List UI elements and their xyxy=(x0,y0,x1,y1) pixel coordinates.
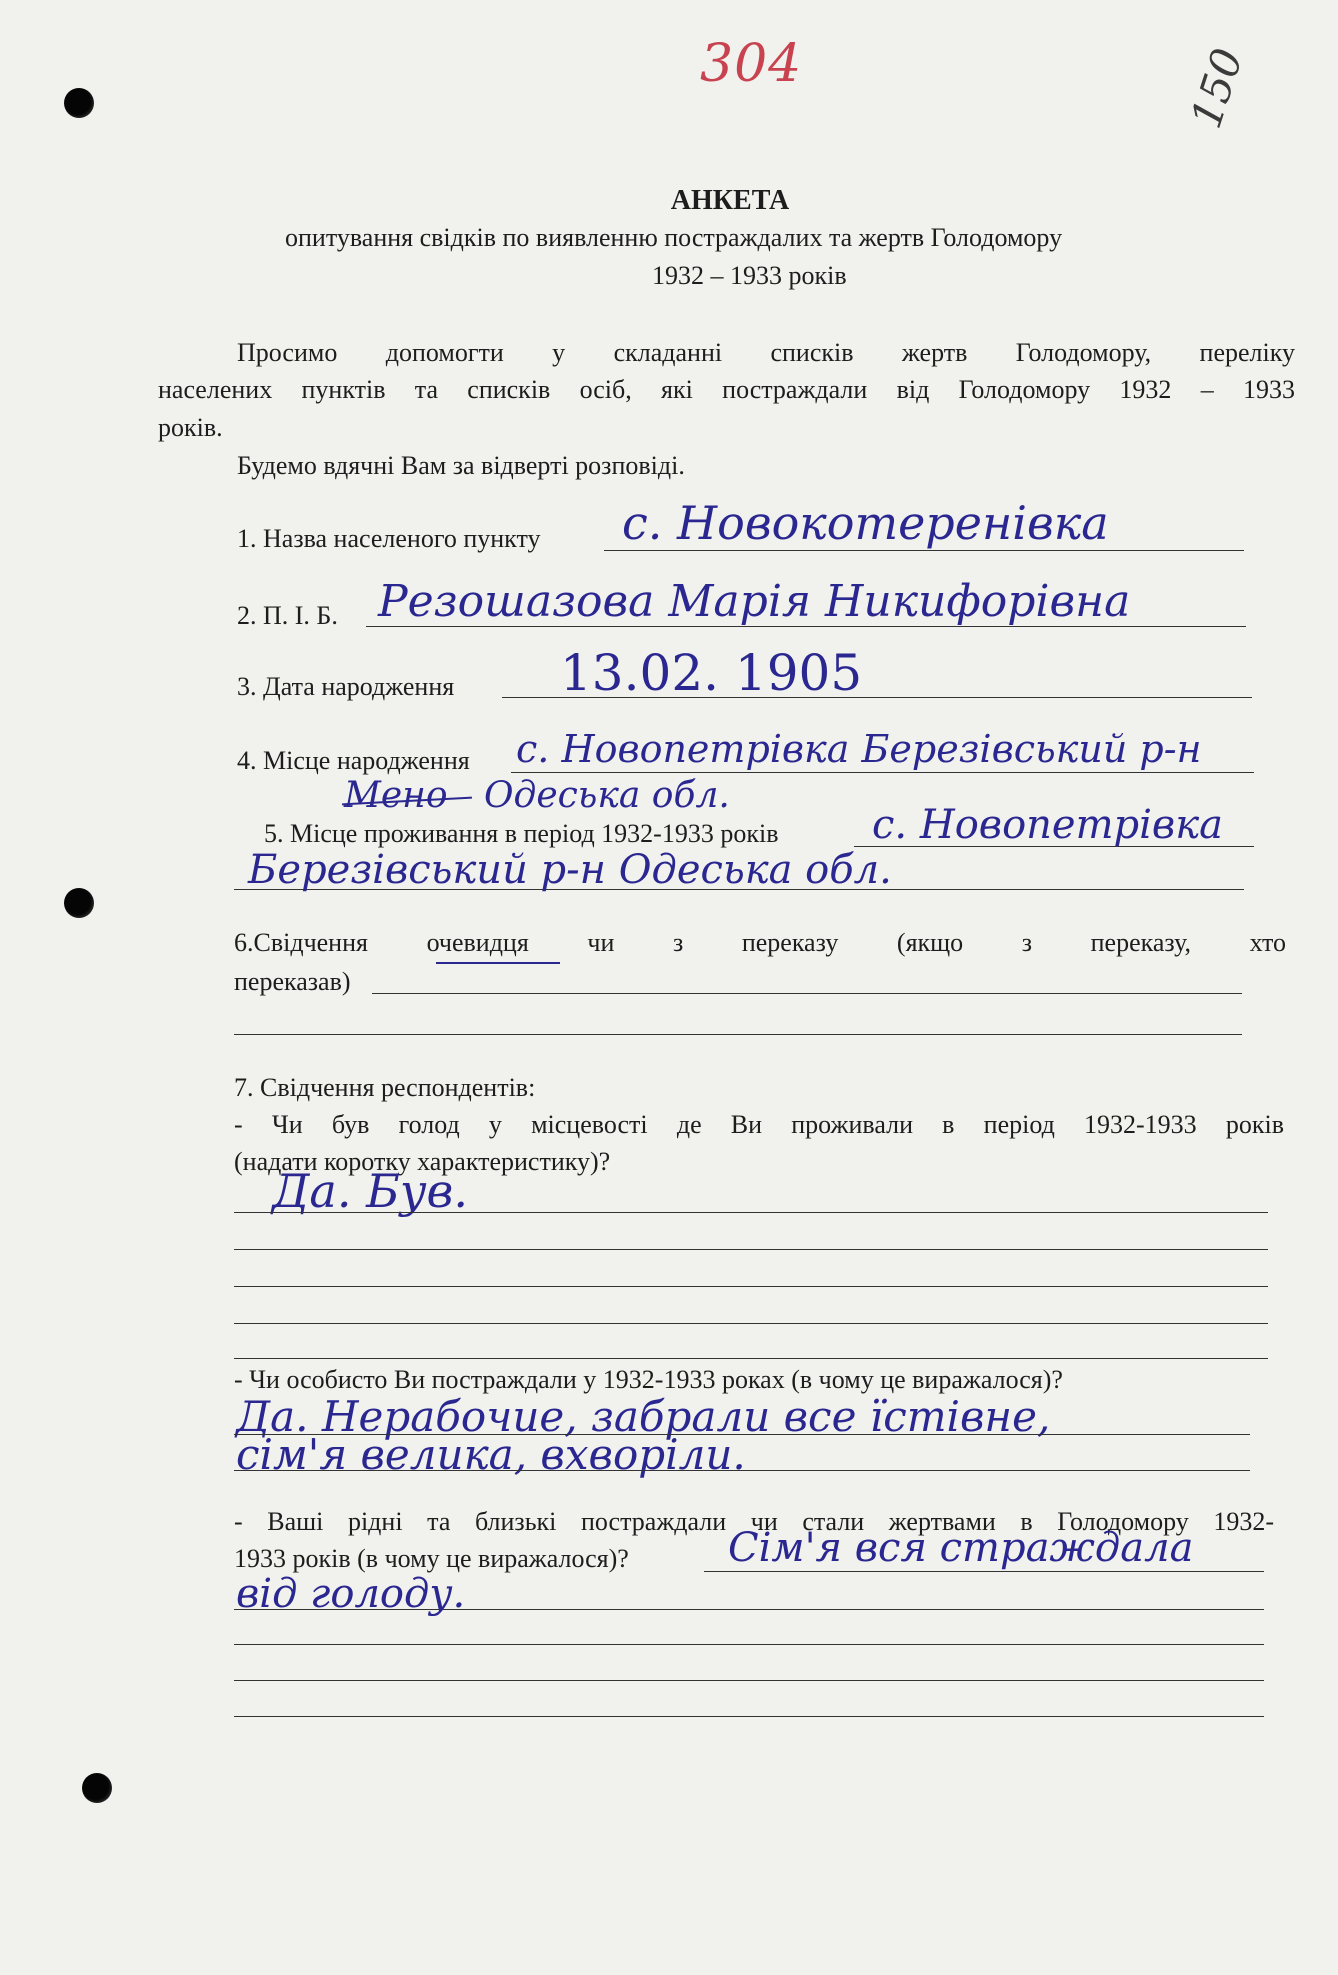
q4-answer-line-1 xyxy=(511,772,1254,773)
q2-answer: Резошазова Марія Никифорівна xyxy=(378,576,1131,627)
q7-sub1-line-1: - Чи був голод у місцевості де Ви проживали в період 1932-1933 років xyxy=(234,1110,1284,1139)
q6-word: (якщо xyxy=(896,928,964,957)
q7-sub1-line-b xyxy=(234,1249,1268,1250)
intro-thanks: Будемо вдячні Вам за відверті розповіді. xyxy=(237,451,685,480)
punch-hole-icon xyxy=(64,888,94,918)
q7-sub3-line-d xyxy=(234,1680,1264,1681)
intro-line-3: років. xyxy=(158,413,223,442)
q6-word: переказу xyxy=(741,928,839,957)
q6-word: 6.Свідчення xyxy=(234,928,368,957)
q1-label: 1. Назва населеного пункту xyxy=(237,524,541,553)
q4-answer-line-2-text: Одеська обл. xyxy=(484,775,730,816)
q1-answer: с. Новокотеренівка xyxy=(622,496,1109,550)
archive-sheet-number: 304 xyxy=(700,34,803,94)
q7-sub3-line-a xyxy=(704,1571,1264,1572)
form-years: 1932 – 1933 років xyxy=(652,261,847,290)
q7-sub1-line-d xyxy=(234,1323,1268,1324)
q1-answer-line xyxy=(604,550,1244,551)
punch-hole-icon xyxy=(64,88,94,118)
q7-sub2-answer-line-1: Да. Нерабочие, забрали все їстівне, xyxy=(236,1392,1051,1441)
q6-word: переказу, xyxy=(1090,928,1192,957)
q7-sub1-line-c xyxy=(234,1286,1268,1287)
q6-word: з xyxy=(1021,928,1033,957)
q7-sub1-line-a xyxy=(234,1212,1268,1213)
q6-word: з xyxy=(672,928,684,957)
q7-sub3-answer-line-1: Сім'я вся страждала xyxy=(728,1525,1194,1571)
q7-sub1-line-e xyxy=(234,1358,1268,1359)
q2-label: 2. П. І. Б. xyxy=(237,601,338,630)
q7-sub3-line-1: - Ваші рідні та близькі постраждали чи стали жертвами в Голодомору 1932- xyxy=(234,1507,1274,1536)
q4-answer-struck: Мено xyxy=(344,775,448,816)
q6-answer-line-2 xyxy=(234,1034,1242,1035)
archive-page-number: 150 xyxy=(1181,42,1253,134)
q5-answer-line-1-text: с. Новопетрівка xyxy=(872,802,1223,848)
q7-sub3-line-c xyxy=(234,1644,1264,1645)
q7-sub2-answer-line-2: сім'я велика, вхворіли. xyxy=(236,1430,746,1479)
q3-label: 3. Дата народження xyxy=(237,672,455,701)
q6-label-line-2: переказав) xyxy=(234,967,351,996)
intro-line-2: населених пунктів та списків осіб, які постраждали від Голодомору 1932 – 1933 xyxy=(158,375,1295,404)
q4-answer-line-1-text: с. Новопетрівка Березівський р-н xyxy=(516,727,1202,771)
q4-label: 4. Місце народження xyxy=(237,746,470,775)
q6-word-eyewitness: очевидця xyxy=(426,928,529,957)
punch-hole-icon xyxy=(82,1773,112,1803)
q7-sub2-line-1: - Чи особисто Ви постраждали у 1932-1933 роках (в чому це виражалося)? xyxy=(234,1365,1063,1394)
q6-word: хто xyxy=(1249,928,1286,957)
q7-sub3-line-e xyxy=(234,1716,1264,1717)
q7-sub1-answer: Да. Був. xyxy=(272,1164,468,1218)
q5-label: 5. Місце проживання в період 1932-1933 років xyxy=(264,819,779,848)
q7-sub3-answer-line-2: від голоду. xyxy=(236,1571,466,1617)
q5-answer-line-2-text: Березівський р-н Одеська обл. xyxy=(248,847,892,893)
form-title: АНКЕТА xyxy=(670,185,790,216)
q3-answer: 13.02. 1905 xyxy=(560,644,863,702)
form-subtitle: опитування свідків по виявленню постраждалих та жертв Голодомору xyxy=(285,223,1063,252)
intro-line-1: Просимо допомогти у складанні списків жертв Голодомору, переліку xyxy=(237,338,1295,367)
q7-sub1-line-2: (надати коротку характеристику)? xyxy=(234,1147,611,1176)
q6-label-line-1 xyxy=(234,930,1286,956)
q7-sub3-line-2: 1933 років (в чому це виражалося)? xyxy=(234,1544,629,1573)
q7-sub2-line-b xyxy=(234,1470,1250,1471)
q6-eyewitness-underline xyxy=(436,962,560,964)
q7-label: 7. Свідчення респондентів: xyxy=(234,1073,536,1102)
q6-word: чи xyxy=(587,928,615,957)
q6-answer-line-1 xyxy=(372,993,1242,994)
